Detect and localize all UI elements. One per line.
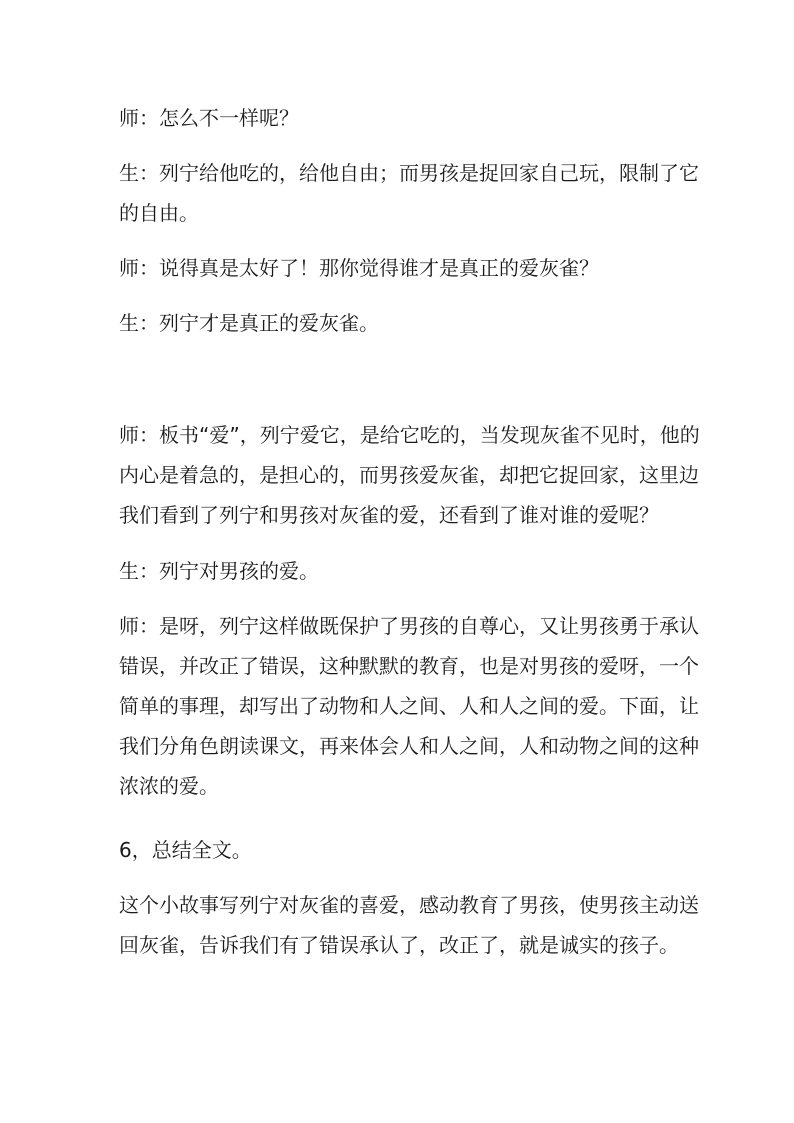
text-line: 回灰雀，告诉我们有了错误承认了，改正了，就是诚实的孩子。	[119, 933, 679, 957]
text-line: 师：板书“爱”，列宁爱它，是给它吃的，当发现灰雀不见时，他的	[119, 423, 700, 447]
text-line: 内心是着急的，是担心的，而男孩爱灰雀，却把它捉回家，这里边	[119, 463, 699, 487]
text-line: 的自由。	[119, 201, 199, 225]
paragraph-student-reply	[119, 303, 689, 343]
paragraph-teacher-praise	[119, 248, 689, 288]
paragraph-student-love	[119, 551, 689, 591]
text-line: 生：列宁给他吃的，给他自由；而男孩是捉回家自己玩，限制了它	[119, 161, 699, 185]
text-line: 我们看到了列宁和男孩对灰雀的爱，还看到了谁对谁的爱呢？	[119, 503, 659, 527]
text-line: 简单的事理，却写出了动物和人之间、人和人之间的爱。下面，让	[119, 694, 699, 718]
text-line: 生：列宁才是真正的爱灰雀。	[119, 311, 379, 335]
paragraph-teacher-question	[119, 98, 689, 138]
text-line: 生：列宁对男孩的爱。	[119, 559, 319, 583]
section-heading	[119, 830, 689, 870]
text-line: 我们分角色朗读课文，再来体会人和人之间，人和动物之间的这种	[119, 734, 699, 758]
text-line: 浓浓的爱。	[119, 774, 219, 798]
text-line: 师：怎么不一样呢？	[119, 106, 299, 130]
text-line: 师：说得真是太好了！那你觉得谁才是真正的爱灰雀？	[119, 256, 599, 280]
text-line: 师：是呀，列宁这样做既保护了男孩的自尊心，又让男孩勇于承认	[119, 614, 699, 638]
paragraph-teacher-blackboard	[119, 415, 700, 535]
paragraph-teacher-summary	[119, 606, 699, 806]
paragraph-conclusion	[119, 885, 699, 965]
text-line: 6，总结全文。	[119, 838, 252, 862]
text-line: 错误，并改正了错误，这种默默的教育，也是对男孩的爱呀，一个	[119, 654, 699, 678]
text-line: 这个小故事写列宁对灰雀的喜爱，感动教育了男孩，使男孩主动送	[119, 893, 699, 917]
paragraph-student-answer	[119, 153, 699, 233]
